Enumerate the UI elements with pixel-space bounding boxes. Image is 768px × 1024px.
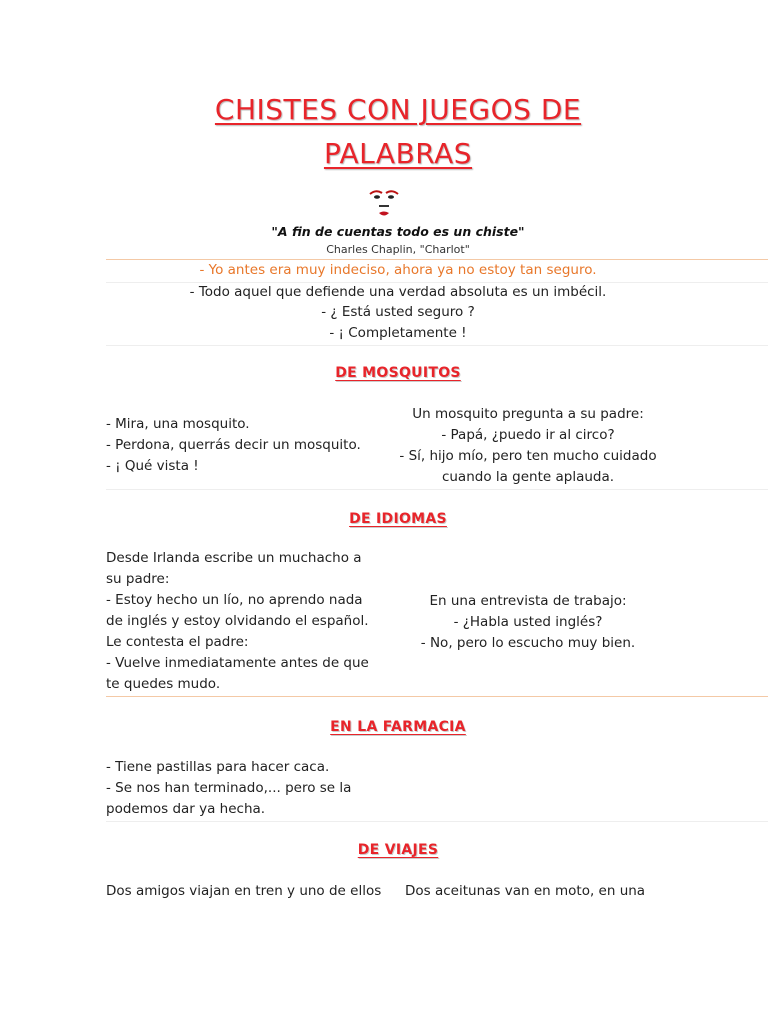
joke-line: - No, pero lo escucho muy bien. [420,635,636,651]
intro-line-2: - Todo aquel que defiende una verdad absoluta es un imbécil. [189,284,607,300]
page-title-line2: PALABRAS [323,137,473,170]
farmacia-joke [106,757,378,820]
joke-line: - Se nos han terminado,... pero se la [106,780,352,796]
chaplin-face-icon [366,186,402,220]
joke-line: Un mosquito pregunta a su padre: [412,406,644,422]
mosquitos-right-joke [388,404,668,488]
joke-line: En una entrevista de trabajo: [429,593,627,609]
joke-line: - ¡ Qué vista ! [106,458,199,474]
joke-line: de inglés y estoy olvidando el español. [106,613,369,629]
joke-line: Le contesta el padre: [106,634,249,650]
joke-line: Dos amigos viajan en tren y uno de ellos [106,883,382,899]
joke-line: su padre: [106,571,170,587]
joke-line: - Papá, ¿puedo ir al circo? [441,427,615,443]
viajes-right-joke [405,881,705,902]
joke-line: - Vuelve inmediatamente antes de que [106,655,369,671]
joke-line: te quedes mudo. [106,676,221,692]
quote-author: Charles Chaplin, "Charlot" [326,243,470,256]
section-heading-viajes: DE VIAJES [357,842,439,858]
divider [106,821,768,822]
joke-line: - Sí, hijo mío, pero ten mucho cuidado [399,448,657,464]
idiomas-right-joke [388,591,668,654]
joke-line: Desde Irlanda escribe un muchacho a [106,550,362,566]
divider [106,696,768,697]
mosquitos-left-joke [106,414,378,477]
divider [106,345,768,346]
joke-line: cuando la gente aplauda. [441,469,615,485]
section-heading-mosquitos: DE MOSQUITOS [335,365,461,381]
joke-line: - ¿Habla usted inglés? [453,614,603,630]
joke-line: podemos dar ya hecha. [106,801,266,817]
page-title-line1: CHISTES CON JUEGOS DE [214,93,582,126]
joke-line: - Perdona, querrás decir un mosquito. [106,437,361,453]
joke-line: Dos aceitunas van en moto, en una [405,883,646,899]
section-heading-farmacia: EN LA FARMACIA [330,719,466,735]
section-heading-idiomas: DE IDIOMAS [349,511,447,527]
divider [106,489,768,490]
intro-line-1: - Yo antes era muy indeciso, ahora ya no estoy tan seguro. [199,262,597,278]
intro-line-4: - ¡ Completamente ! [329,325,467,341]
intro-line-3: - ¿ Está usted seguro ? [321,304,475,320]
viajes-left-joke [106,881,396,902]
joke-line: - Mira, una mosquito. [106,416,250,432]
joke-line: - Tiene pastillas para hacer caca. [106,759,330,775]
joke-line: - Estoy hecho un lío, no aprendo nada [106,592,363,608]
idiomas-left-joke [106,548,378,695]
quote: "A fin de cuentas todo es un chiste" [271,224,525,239]
